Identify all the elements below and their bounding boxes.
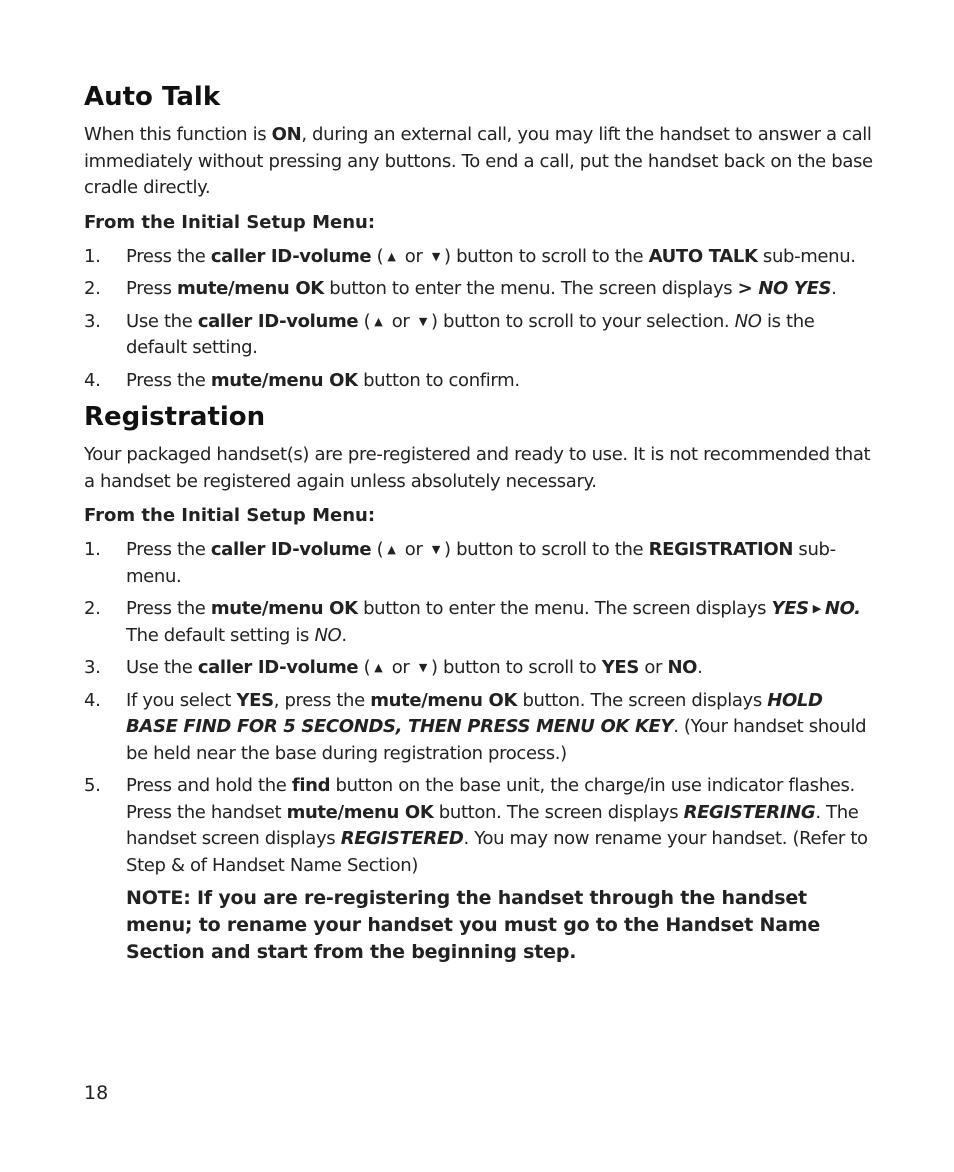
registration-intro: Your packaged handset(s) are pre-registered and ready to use. It is not recommended that a handset be registered again unless absolutely necessary. xyxy=(84,444,871,492)
registration-step-1: 1. Press the caller ID-volume ( ▲ or ▼ ) button to scroll to the REGISTRATION sub-menu. xyxy=(84,539,836,587)
auto-talk-step-4: 4. Press the mute/menu OK button to confirm. xyxy=(84,369,520,391)
auto-talk-step-2: 2. Press mute/menu OK button to enter the menu. The screen displays > NO YES. xyxy=(84,278,837,299)
registration-step-3: 3. Use the caller ID-volume ( ▲ or ▼ ) button to scroll to YES or NO. xyxy=(84,657,703,678)
up-arrow-icon: ▲ xyxy=(387,249,396,263)
up-arrow-icon: ▲ xyxy=(374,661,383,674)
registration-menu-heading: From the Initial Setup Menu: xyxy=(84,505,376,526)
registration-step-5: 5. Press and hold the find button on the base unit, the charge/in use indicator flashes. Press the handset mute/menu OK button. The screen displays REGISTERING. The handset screen displays REGISTERED. You may now rename your handset. (Refer to Step & of Handset Name Section) xyxy=(84,775,868,876)
registration-heading: Registration xyxy=(84,402,266,432)
right-arrow-icon: ▶ xyxy=(812,602,821,615)
manual-page xyxy=(84,80,874,966)
auto-talk-steps xyxy=(84,244,874,395)
registration-step-2: 2. Press the mute/menu OK button to enter the menu. The screen displays YES ▶ NO. The default setting is NO. xyxy=(84,598,861,646)
auto-talk-heading: Auto Talk xyxy=(84,82,221,112)
auto-talk-intro: When this function is ON, during an external call, you may lift the handset to answer a call immediately without pressing any buttons. To end a call, put the handset back on the base cradle directly. xyxy=(84,124,873,198)
down-arrow-icon: ▼ xyxy=(418,661,427,674)
registration-step-4: 4. If you select YES, press the mute/menu OK button. The screen displays HOLD BASE FIND FOR 5 SECONDS, THEN PRESS MENU OK KEY. (Your handset should be held near the base during registration process.) xyxy=(84,689,867,764)
registration-note: NOTE: If you are re-registering the handset through the handset menu; to rename your handset you must go to the Handset Name Section and start from the beginning step. xyxy=(126,887,821,963)
up-arrow-icon: ▲ xyxy=(387,543,396,556)
down-arrow-icon: ▼ xyxy=(431,249,441,263)
auto-talk-menu-heading: From the Initial Setup Menu: xyxy=(84,211,376,233)
up-arrow-icon: ▲ xyxy=(374,314,383,328)
registration-section xyxy=(84,400,874,966)
auto-talk-section xyxy=(84,80,874,394)
page-number: 18 xyxy=(84,1082,109,1104)
down-arrow-icon: ▼ xyxy=(418,314,427,328)
auto-talk-step-3: 3. Use the caller ID-volume ( ▲ or ▼ ) button to scroll to your selection. NO is the default setting. xyxy=(84,310,815,358)
auto-talk-step-1: 1. Press the caller ID-volume ( ▲ or ▼ ) button to scroll to the AUTO TALK sub-menu. xyxy=(84,245,856,267)
down-arrow-icon: ▼ xyxy=(431,543,441,556)
registration-steps xyxy=(84,537,874,879)
